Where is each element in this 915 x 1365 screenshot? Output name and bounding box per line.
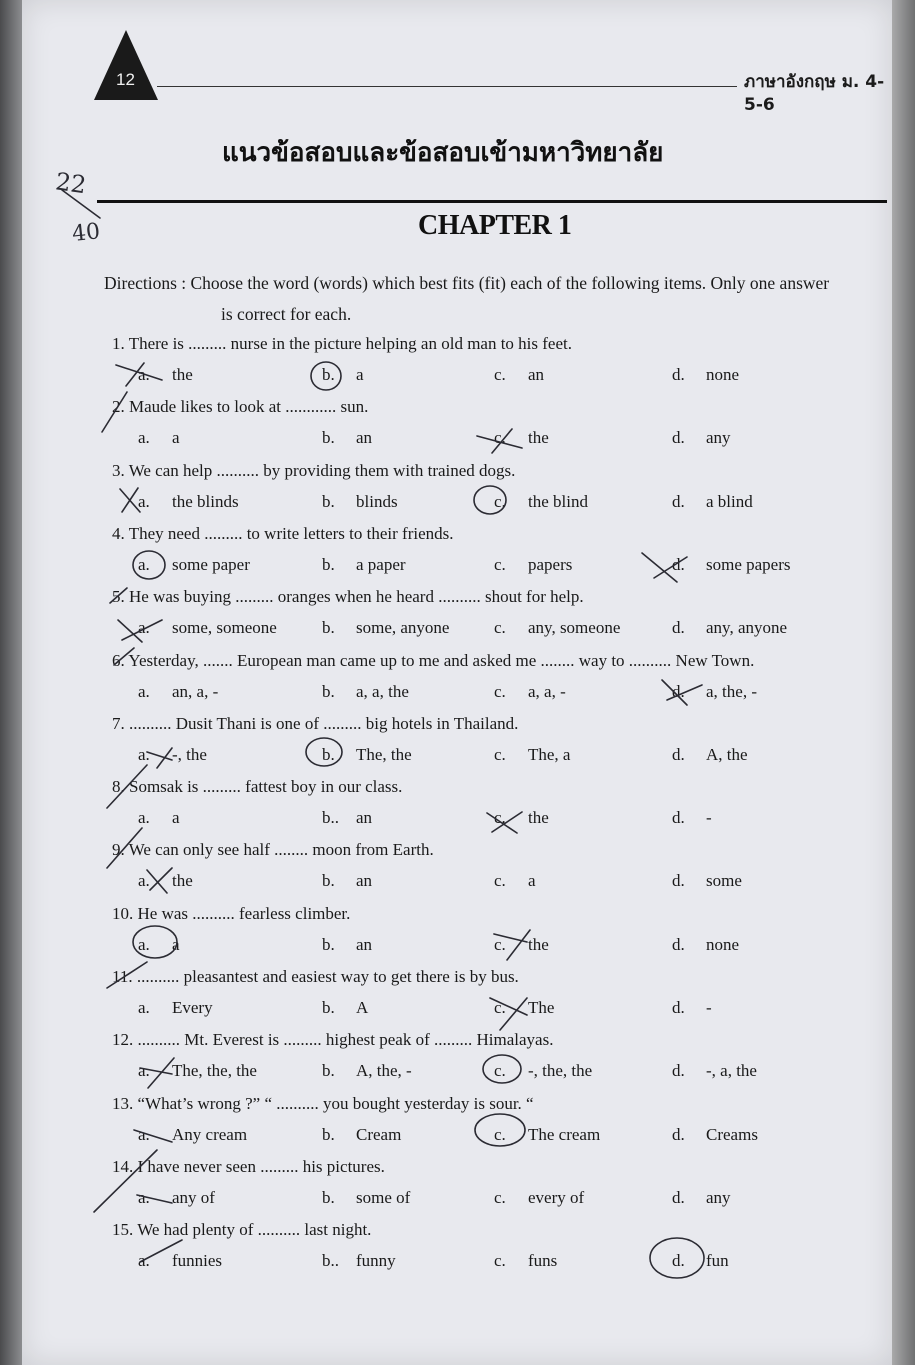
option-text: the blinds — [172, 491, 239, 511]
question-stem: 5. He was buying ......... oranges when he heard .......... shout for help. — [112, 587, 584, 607]
answer-option — [138, 871, 193, 891]
option-letter: a. — [138, 491, 150, 511]
option-letter: b. — [322, 998, 335, 1017]
option-letter: c. — [494, 491, 506, 511]
answer-option — [322, 428, 372, 448]
option-letter: b. — [322, 428, 335, 448]
answer-option — [138, 1061, 257, 1081]
option-text: Creams — [706, 1124, 758, 1144]
answer-option — [138, 618, 277, 638]
option-text: the blind — [528, 491, 588, 511]
page-number: 12 — [116, 70, 135, 89]
answer-option — [494, 1251, 557, 1271]
option-text: an — [356, 428, 373, 448]
option-text: The, the, the — [172, 1061, 257, 1081]
option-letter: b. — [322, 1124, 335, 1144]
option-text: a, a, the — [356, 681, 409, 701]
option-text: The, a — [528, 744, 571, 764]
question-stem: 1. There is ......... nurse in the picture helping an old man to his feet. — [112, 334, 572, 353]
option-letter: c. — [494, 1187, 506, 1207]
answer-option — [322, 492, 398, 512]
answer-option — [672, 1188, 731, 1208]
question-stem: 14. I have never seen ......... his pictures. — [112, 1156, 385, 1176]
answer-option — [672, 1125, 758, 1145]
score-total: 40 — [70, 219, 102, 247]
book-spine-shadow — [0, 0, 22, 1365]
answer-option — [322, 935, 372, 955]
answer-option — [138, 998, 213, 1018]
option-letter: d. — [672, 554, 685, 574]
option-letter: b. — [322, 365, 335, 384]
answer-option — [322, 871, 372, 891]
option-text: a paper — [356, 554, 406, 574]
answer-option — [322, 682, 409, 702]
score-slash — [62, 190, 100, 218]
option-text: funs — [528, 1251, 558, 1271]
option-letter: d. — [672, 1187, 685, 1207]
answer-option — [322, 618, 449, 638]
option-letter: a. — [138, 365, 150, 384]
answer-option — [494, 492, 588, 512]
option-text: -, the, the — [528, 1061, 593, 1081]
answer-option — [672, 1061, 757, 1081]
option-letter: c. — [494, 1251, 506, 1271]
option-letter: d. — [672, 934, 685, 954]
option-letter: a. — [138, 681, 150, 701]
score-obtained: 22 — [53, 167, 88, 200]
option-text: fun — [706, 1251, 729, 1271]
answer-option — [672, 492, 753, 512]
header-rule — [157, 86, 737, 87]
option-letter: b. — [322, 934, 335, 954]
option-text: The, the — [356, 744, 412, 764]
option-text: the — [172, 871, 193, 891]
option-letter: b. — [322, 554, 335, 574]
answer-option — [494, 1188, 584, 1208]
option-letter: b. — [322, 1187, 335, 1207]
option-text: some, anyone — [356, 618, 450, 638]
option-letter: a. — [138, 934, 150, 954]
answer-option — [322, 808, 372, 828]
directions-line-2: is correct for each. — [221, 304, 352, 324]
question-stem: 4. They need ......... to write letters to their friends. — [112, 523, 454, 543]
option-letter: b.. — [322, 1251, 339, 1271]
answer-option — [494, 745, 570, 765]
option-letter: c. — [494, 428, 506, 448]
answer-option — [494, 428, 549, 448]
answer-option — [494, 935, 549, 955]
option-letter: b. — [322, 744, 335, 764]
option-letter: a. — [138, 618, 150, 638]
answer-option — [672, 871, 742, 891]
option-letter: c. — [494, 1061, 506, 1081]
option-text: Any cream — [172, 1124, 248, 1144]
option-text: a — [356, 365, 364, 384]
option-letter: c. — [494, 365, 506, 384]
option-letter: b. — [322, 871, 335, 891]
option-text: A — [356, 998, 369, 1017]
answer-option — [322, 1251, 396, 1271]
option-letter: d. — [672, 744, 685, 764]
question-stem: 10. He was .......... fearless climber. — [112, 903, 351, 923]
question-stem: 11. .......... pleasantest and easiest way to get there is by bus. — [112, 967, 519, 986]
option-letter: d. — [672, 808, 685, 828]
directions — [104, 268, 892, 330]
answer-option — [494, 998, 554, 1018]
option-letter: a. — [138, 744, 150, 764]
question-stem: 12. .......... Mt. Everest is ......... highest peak of ......... Himalayas. — [112, 1030, 554, 1050]
option-text: an — [356, 871, 373, 891]
answer-option — [494, 871, 536, 891]
option-text: any, someone — [528, 618, 621, 638]
option-text: any — [706, 1187, 731, 1207]
option-text: some of — [356, 1187, 411, 1207]
option-text: - — [706, 998, 712, 1017]
answer-option — [672, 428, 731, 448]
option-text: a, the, - — [706, 681, 757, 701]
option-text: some, someone — [172, 618, 277, 638]
answer-option — [138, 1251, 222, 1271]
option-letter: b. — [322, 491, 335, 511]
option-text: an — [356, 808, 373, 828]
option-text: Every — [172, 998, 213, 1017]
option-letter: b. — [322, 618, 335, 638]
option-text: -, a, the — [706, 1061, 757, 1081]
option-letter: d. — [672, 1124, 685, 1144]
answer-option — [494, 365, 544, 385]
answer-option — [138, 935, 180, 955]
option-text: any, anyone — [706, 618, 788, 638]
question-stem: 7. .......... Dusit Thani is one of ......... big hotels in Thailand. — [112, 713, 519, 733]
answer-option — [494, 1125, 600, 1145]
question-stem: 6. Yesterday, ....... European man came up to me and asked me ........ way to .......... New Town. — [112, 650, 755, 670]
answer-option — [138, 428, 180, 448]
chapter-heading: CHAPTER 1 — [418, 210, 572, 241]
option-text: - — [706, 808, 712, 828]
option-text: The cream — [528, 1124, 601, 1144]
option-letter: a. — [138, 428, 150, 448]
option-letter: a. — [138, 1124, 150, 1144]
option-text: funny — [356, 1251, 396, 1271]
option-text: A, the — [706, 744, 748, 764]
answer-option — [322, 1061, 412, 1081]
question-stem: 8. Somsak is ......... fattest boy in our class. — [112, 777, 403, 797]
answer-option — [138, 808, 180, 828]
option-letter: a. — [138, 1061, 150, 1081]
option-text: A, the, - — [356, 1061, 412, 1081]
answer-option — [138, 492, 239, 512]
option-text: blinds — [356, 491, 398, 511]
option-letter: d. — [672, 491, 685, 511]
option-text: the — [528, 934, 549, 954]
option-letter: d. — [672, 871, 685, 891]
option-letter: c. — [494, 934, 506, 954]
option-letter: c. — [494, 744, 506, 764]
answer-option — [138, 1188, 215, 1208]
option-text: the — [528, 808, 549, 828]
option-letter: c. — [494, 1124, 506, 1144]
option-text: any — [706, 428, 731, 448]
option-letter: d. — [672, 998, 685, 1017]
option-letter: d. — [672, 681, 685, 701]
option-letter: a. — [138, 808, 150, 828]
option-letter: a. — [138, 1187, 150, 1207]
question-stem: 13. “What’s wrong ?” “ .......... you bought yesterday is sour. “ — [112, 1093, 534, 1113]
answer-option — [672, 682, 757, 702]
option-text: an — [528, 365, 545, 384]
option-text: funnies — [172, 1251, 223, 1271]
option-letter: d. — [672, 365, 685, 384]
option-text: an — [356, 934, 373, 954]
answer-option — [138, 1125, 247, 1145]
answer-option — [322, 745, 412, 765]
answer-option — [494, 682, 566, 702]
option-text: none — [706, 934, 740, 954]
answer-option — [322, 365, 364, 385]
page-stack-edge — [892, 0, 915, 1365]
directions-line-1: Directions : Choose the word (words) which best fits (fit) each of the following items. Only one answer — [104, 273, 830, 293]
question-stem: 9. We can only see half ........ moon from Earth. — [112, 840, 434, 860]
answer-option — [672, 365, 739, 385]
page-title: แนวข้อสอบและข้อสอบเข้ามหาวิทยาลัย — [222, 138, 664, 168]
answer-option — [672, 555, 791, 575]
option-letter: d. — [672, 1061, 685, 1081]
mark-q3a — [120, 488, 140, 512]
option-letter: c. — [494, 554, 506, 574]
answer-option — [138, 365, 193, 385]
option-text: a — [172, 934, 180, 954]
running-title: ภาษาอังกฤษ ม. 4-5-6 — [744, 72, 885, 115]
option-text: The — [528, 998, 555, 1017]
answer-option — [494, 618, 620, 638]
option-letter: c. — [494, 681, 506, 701]
option-text: the — [528, 428, 549, 448]
option-letter: d. — [672, 428, 685, 448]
option-text: -, the — [172, 744, 207, 764]
answer-option — [138, 682, 218, 702]
option-text: some papers — [706, 554, 791, 574]
answer-option — [322, 1125, 401, 1145]
answer-option — [672, 998, 712, 1018]
answer-option — [494, 555, 572, 575]
answer-option — [672, 618, 787, 638]
answer-option — [672, 935, 739, 955]
option-text: every of — [528, 1187, 585, 1207]
option-letter: b. — [322, 681, 335, 701]
option-text: an, a, - — [172, 681, 219, 701]
answer-option — [494, 1061, 592, 1081]
option-letter: a. — [138, 1251, 150, 1271]
answer-option — [672, 745, 748, 765]
option-letter: a. — [138, 554, 150, 574]
option-text: none — [706, 365, 740, 384]
title-rule — [97, 200, 887, 203]
option-text: some — [706, 871, 742, 891]
option-text: a — [528, 871, 536, 891]
option-letter: c. — [494, 808, 506, 828]
answer-option — [138, 745, 207, 765]
option-letter: c. — [494, 871, 506, 891]
option-text: a, a, - — [528, 681, 566, 701]
option-text: a — [172, 428, 180, 448]
answer-option — [494, 808, 549, 828]
question-stem: 3. We can help .......... by providing them with trained dogs. — [112, 460, 516, 480]
option-letter: a. — [138, 998, 150, 1017]
answer-option — [322, 998, 368, 1018]
textbook-page — [22, 0, 892, 1365]
question-stem: 2. Maude likes to look at ............ sun. — [112, 397, 369, 417]
question-stem: 15. We had plenty of .......... last night. — [112, 1220, 372, 1240]
option-letter: d. — [672, 618, 685, 638]
option-text: any of — [172, 1187, 215, 1207]
answer-option — [322, 1188, 410, 1208]
answer-option — [672, 1251, 729, 1271]
option-text: a — [172, 808, 180, 828]
option-text: a blind — [706, 491, 753, 511]
answer-option — [138, 555, 250, 575]
option-text: the — [172, 365, 193, 384]
option-letter: c. — [494, 998, 506, 1017]
answer-option — [322, 555, 406, 575]
option-text: some paper — [172, 554, 250, 574]
option-letter: b. — [322, 1061, 335, 1081]
option-letter: b.. — [322, 808, 339, 828]
option-letter: d. — [672, 1251, 685, 1271]
option-letter: a. — [138, 871, 150, 891]
option-letter: c. — [494, 618, 506, 638]
option-text: Cream — [356, 1124, 402, 1144]
option-text: papers — [528, 554, 573, 574]
answer-option — [672, 808, 712, 828]
